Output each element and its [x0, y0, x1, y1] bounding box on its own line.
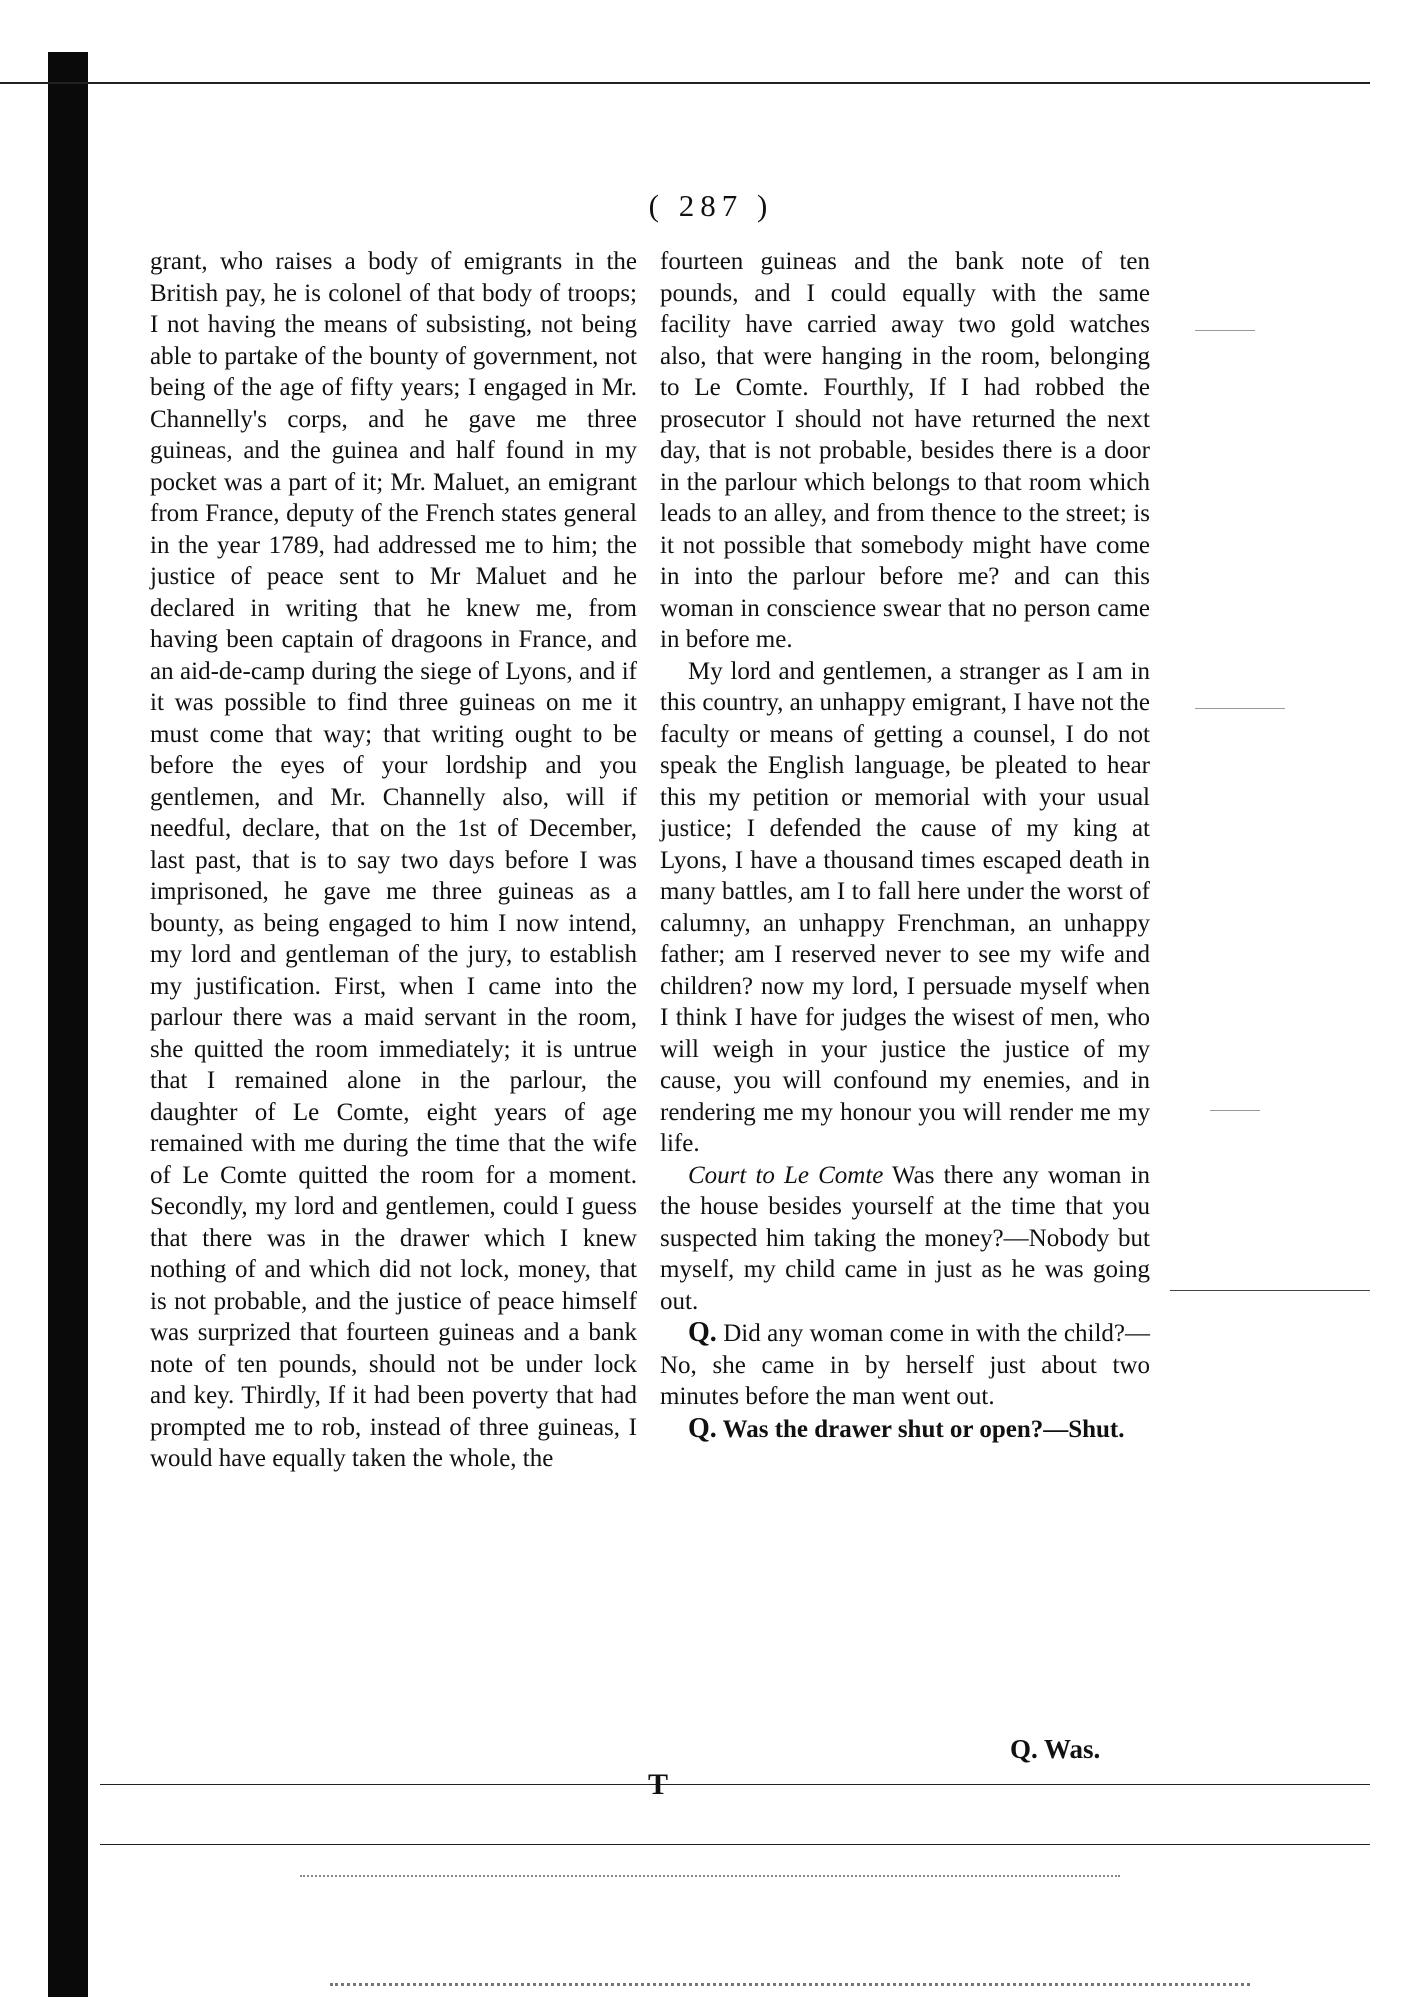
- scan-noise: [330, 1983, 1250, 1989]
- scan-noise: [300, 1875, 1120, 1879]
- right-paragraph-2: My lord and gentlemen, a stranger as I am in this country, an unhappy emigrant, I have not the faculty or means of getting a counsel, I do not speak the English language, be pleated to hear this my petition or memorial with your usual justice; I defended the cause of my king at Lyons, I have a thousand times escaped death in many battles, am I to fall here under the worst of calumny, an unhappy Frenchman, an unhappy father; am I reserved never to see my wife and children? now my lord, I persuade myself when I think I have for judges the wisest of men, who will weigh in your justice the justice of my cause, you will confound my enemies, and in rendering me my honour you will render me my life.: [660, 657, 1150, 1157]
- page-number: ( 287 ): [648, 188, 774, 223]
- testimony-text: Did any woman come in with the child?—No, she came in by herself just about two minutes before the man went out.: [660, 1320, 1150, 1410]
- question-mark: Q.: [688, 1412, 717, 1444]
- scan-edge-shadow: [48, 52, 88, 1997]
- bottom-rule-2: [100, 1844, 1370, 1845]
- right-paragraph-3: [660, 1160, 1150, 1318]
- margin-mark: [1195, 330, 1255, 331]
- signature-mark: T: [648, 1768, 669, 1801]
- right-paragraph-1: fourteen guineas and the bank note of ten pounds, and I could equally with the same facility have carried away two gold watches also, that were hanging in the room, belonging to Le Comte. Fourthly, If I had robbed the prosecutor I should not have returned the next day, that is not probable, besides there is a door in the parlour which belongs to that room which leads to an alley, and from thence to the street; is it not possible that somebody might have come in into the parlour before me? and can this woman in conscience swear that no person came in before me.: [660, 248, 1150, 653]
- bottom-rule: [100, 1784, 1370, 1785]
- catchword: Q. Was.: [1010, 1734, 1101, 1764]
- testimony-text: Was there any woman in the house besides yourself at the time that you suspected him taking the money?—Nobody but myself, my child came in just as he was going out.: [660, 1161, 1150, 1315]
- left-paragraph: grant, who raises a body of emigrants in the British pay, he is colonel of that body of troops; I not having the means of subsisting, not being able to partake of the bounty of government, not being of the age of fifty years; I engaged in Mr. Channelly's corps, and he gave me three guineas, and the guinea and half found in my pocket was a part of it; Mr. Maluet, an emigrant from France, deputy of the French states general in the year 1789, had addressed me to him; the justice of peace sent to Mr Maluet and he declared in writing that he knew me, from having been captain of dragoons in France, and an aid-de-camp during the siege of Lyons, and if it was possible to find three guineas on me it must come that way; that writing ought to be before the eyes of your lordship and you gentlemen, and Mr. Channelly also, will if needful, declare, that on the 1st of December, last past, that is to say two days before I was imprisoned, he gave me three guineas as a bounty, as being engaged to him I now intend, my lord and gentleman of the jury, to establish my justification. First, when I came into the parlour there was a maid servant in the room, she quitted the room immediately; it is untrue that I remained alone in the parlour, the daughter of Le Comte, eight years of age remained with me during the time that the wife of Le Comte quitted the room for a moment. Secondly, my lord and gentlemen, could I guess that there was in the drawer which I knew nothing of and which did not lock, money, that is not probable, and the justice of peace himself was surprized that fourteen guineas and a bank note of ten pounds, should not be under lock and key. Thirdly, If it had been poverty that had prompted me to rob, instead of three guineas, I would have equally taken the whole, the: [150, 248, 637, 1472]
- testimony-text: Was the drawer shut or open?—Shut.: [722, 1415, 1125, 1443]
- right-paragraph-4: [660, 1317, 1150, 1413]
- margin-mark: [1170, 1290, 1370, 1291]
- left-column: [150, 246, 637, 1475]
- margin-mark: [1210, 1110, 1260, 1111]
- margin-mark: [1195, 708, 1285, 709]
- top-rule: [0, 82, 1370, 84]
- speaker-label: Court to Le Comte: [688, 1161, 884, 1189]
- question-mark: Q.: [688, 1317, 717, 1348]
- right-paragraph-5: [660, 1413, 1150, 1446]
- right-column: [660, 246, 1150, 1445]
